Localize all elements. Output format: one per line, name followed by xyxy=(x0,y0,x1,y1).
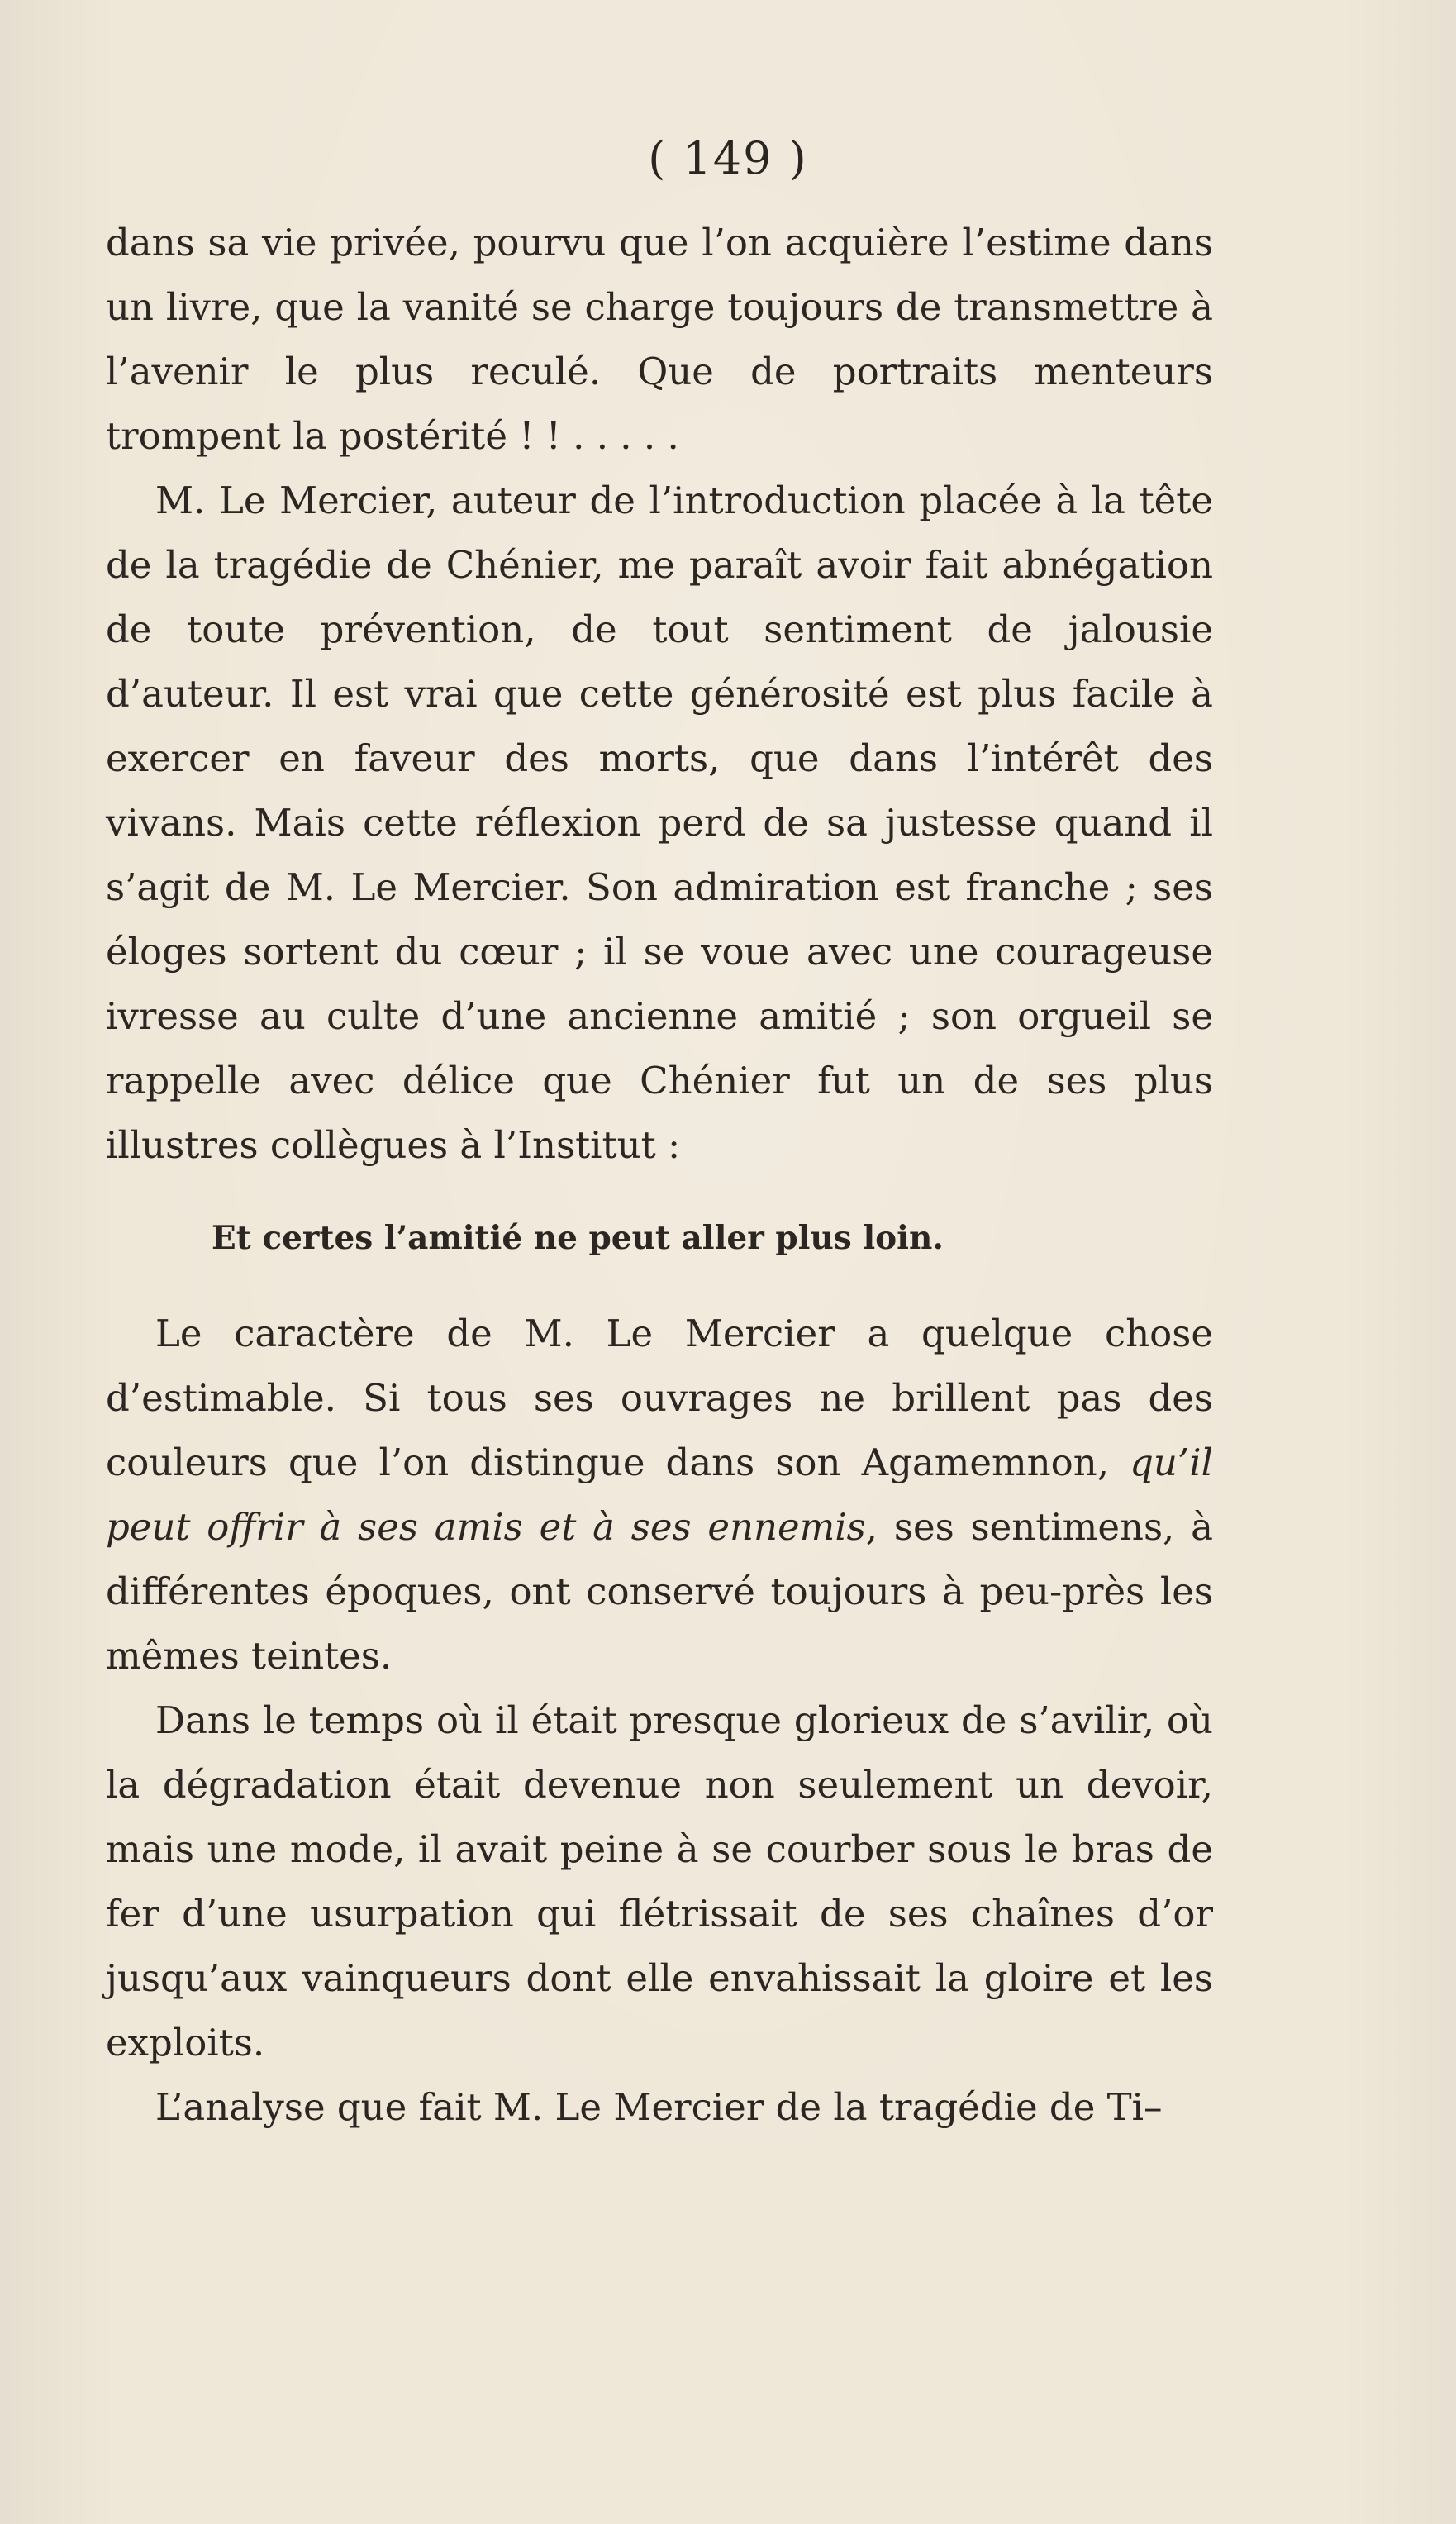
body-text xyxy=(106,211,1213,2140)
paragraph-character xyxy=(106,1302,1213,1688)
paragraph-le-mercier-introduction: M. Le Mercier, auteur de l’introduction placée à la tête de la tragédie de Chénier, me paraît avoir fait abnégation de toute prévention, de tout sentiment de jalousie d’auteur. Il est vrai que cette générosité est plus facile à exercer en faveur des morts, que dans l’intérêt des vivans. Mais cette réflexion perd de sa justesse quand il s’agit de M. Le Mercier. Son admiration est franche ; ses éloges sortent du cœur ; il se voue avec une courageuse ivresse au culte d’une ancienne amitié ; son orgueil se rappelle avec délice que Chénier fut un de ses plus illustres collègues à l’Institut : xyxy=(106,479,1213,1167)
page-number: ( 149 ) xyxy=(648,132,808,184)
paragraph-character-text-before: Le caractère de M. Le Mercier a quelque chose d’estimable. Si tous ses ouvrages ne brillent pas des couleurs que l’on distingue dans son Agamemnon, xyxy=(106,1312,1213,1484)
paragraph-analysis-start: L’analyse que fait M. Le Mercier de la tragédie de Ti– xyxy=(155,2085,1163,2129)
paragraph-character-text-after: , ses sentimens, à différentes époques, ont conservé toujours à peu-près les mêmes teintes. xyxy=(106,1505,1213,1678)
verse-quotation: Et certes l’amitié ne peut aller plus loin. xyxy=(212,1219,944,1257)
paragraph-character-italic-quote: qu’il peut offrir à ses amis et à ses ennemis xyxy=(106,1441,1213,1549)
paragraph-usurpation: Dans le temps où il était presque glorieux de s’avilir, où la dégradation était devenue non seulement un devoir, mais une mode, il avait peine à se courber sous le bras de fer d’une usurpation qui flétrissait de ses chaînes d’or jusqu’aux vainqueurs dont elle envahissait la gloire et les exploits. xyxy=(106,1698,1213,2064)
paragraph-continuation: dans sa vie privée, pourvu que l’on acquière l’estime dans un livre, que la vanité se charge toujours de transmettre à l’avenir le plus reculé. Que de portraits menteurs trompent la postérité ! ! . . . . . xyxy=(106,221,1213,458)
